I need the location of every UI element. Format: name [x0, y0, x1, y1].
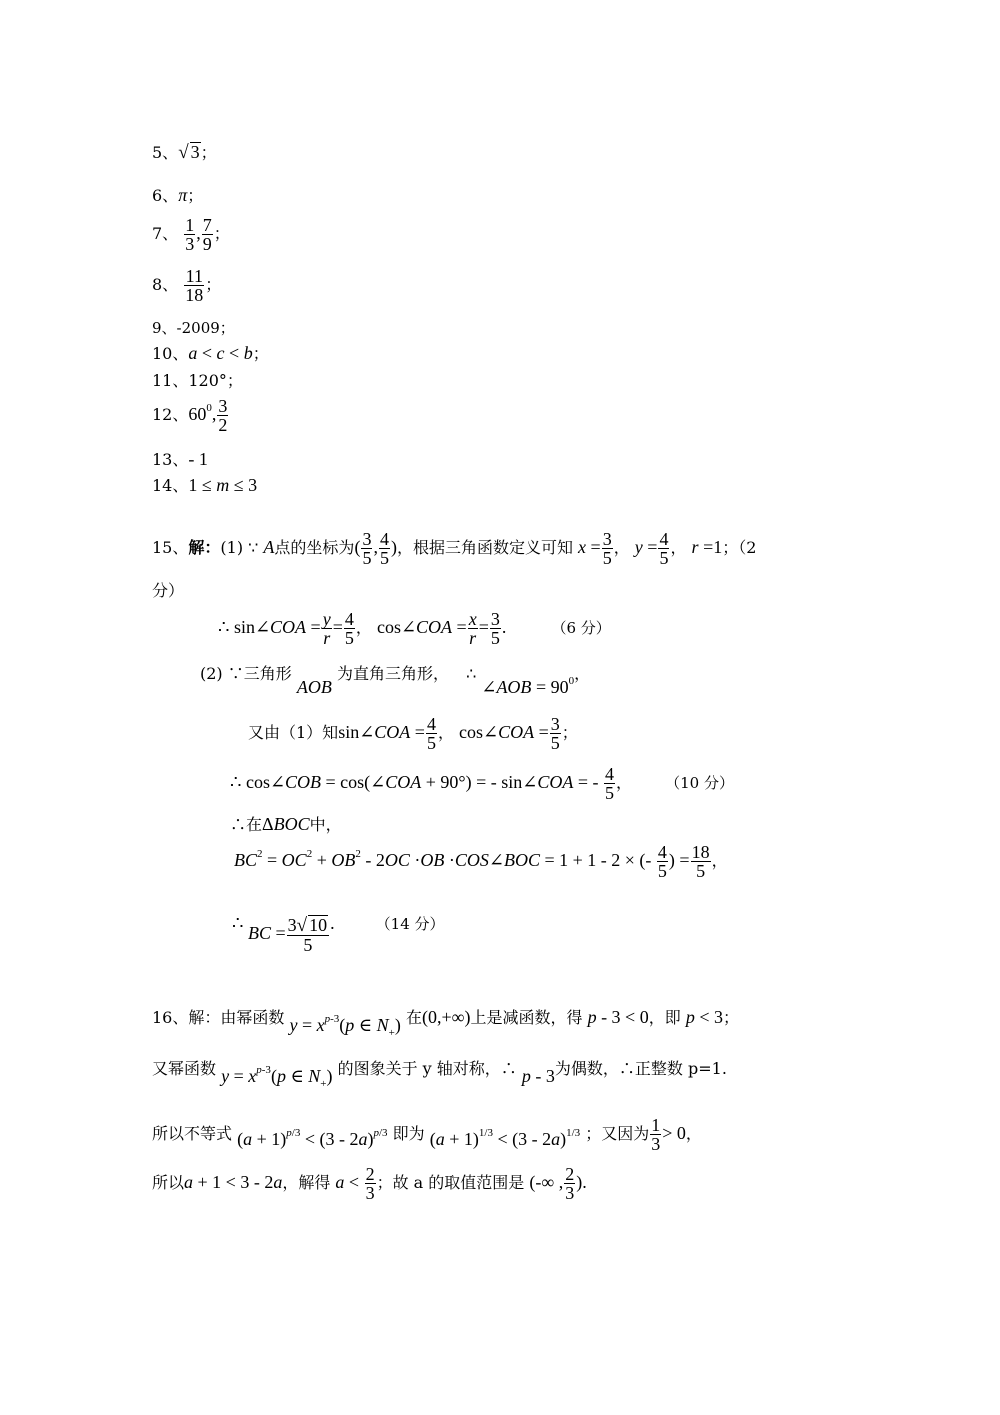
- answer-6: 6、π；: [152, 185, 204, 205]
- q15-line-6: ∴在ΔBOC中，: [230, 814, 342, 834]
- q16-line-3: 所以不等式 $(a + 1)^{p/3} < (3 - 2a)^{p/3}$ 即为 $(a + 1)^{1/3} < (3 - 2a)^{1/3}$ ；又因为 $\frac{1}{3}$ > 0，: [152, 1115, 702, 1154]
- q15-line-7: $BC^2 = OC^2 + OB^2 - 2OC \cdot OB$ ·COS∠BOC = 1 + 1 - 2 × (- $\frac{4}{5}$ ) = $\frac{18}{5}$ ，: [234, 842, 728, 881]
- q15-line-8: ∴ BC = $\frac{3√ 10}{5}$ . （14 分）: [232, 913, 445, 955]
- q15-line-1: 15、解：(1) ∵ A点的坐标为( $\frac{3}{5}$ , $\frac{4}{5}$ )，根据三角函数定义可知 x = $\frac{3}{5}$ ， y = $\frac{4}{5}$ ， r =1；（2: [152, 529, 757, 568]
- answer-11: 11、120°；: [152, 371, 243, 390]
- answer-5: 5、√ 3；: [152, 142, 217, 163]
- q15-line-4: 又由（1）知sin∠COA = $\frac{4}{5}$ ， cos∠COA = $\frac{3}{5}$ ；: [248, 714, 578, 753]
- q16-line-2: 又幂函数 $y = x^{p-3}(p$ ∈ $N_+$) 的图象关于 y 轴对称，∴ p - 3为偶数，∴正整数 p=1.: [152, 1059, 727, 1090]
- q15-score-2: 分）: [152, 581, 185, 600]
- q15-line-2: ∴ sin∠COA = $\frac{y}{r}$ = $\frac{4}{5}$ ， cos∠COA = $\frac{x}{r}$ = $\frac{3}{5}$ . （6 分）: [218, 609, 611, 648]
- answer-13: 13、- 1: [152, 449, 208, 469]
- q15-line-3: (2) ∵三角形 AOB 为直角三角形， ∴ ∠AOB = $90^0$，: [200, 664, 591, 697]
- answer-10: 10、a < c < b；: [152, 343, 269, 363]
- answer-8: 8、 $\frac{11}{18}$ ；: [152, 266, 222, 305]
- answer-9: 9、-2009；: [152, 319, 235, 337]
- q16-line-1: 16、解：由幂函数 $y = x^{p-3}(p$ ∈ $N_+$) 在(0,+∞)上是减函数，得 p - 3 < 0，即 p < 3；: [152, 1007, 739, 1039]
- answer-14: 14、1 ≤ m ≤ 3: [152, 475, 258, 495]
- answer-12: 12、$60^0$, $\frac{3}{2}$: [152, 396, 228, 435]
- q16-line-4: 所以a + 1 < 3 - 2a，解得 a < $\frac{2}{3}$ ；故 a 的取值范围是 (-∞ , $\frac{2}{3}$ ).: [152, 1164, 587, 1203]
- q15-line-5: ∴ cos∠COB = cos(∠COA + 90°) = - sin∠COA = - $\frac{4}{5}$ ， （10 分）: [230, 764, 734, 803]
- answer-7: 7、 $\frac{1}{3}$ , $\frac{7}{9}$ ；: [152, 215, 230, 254]
